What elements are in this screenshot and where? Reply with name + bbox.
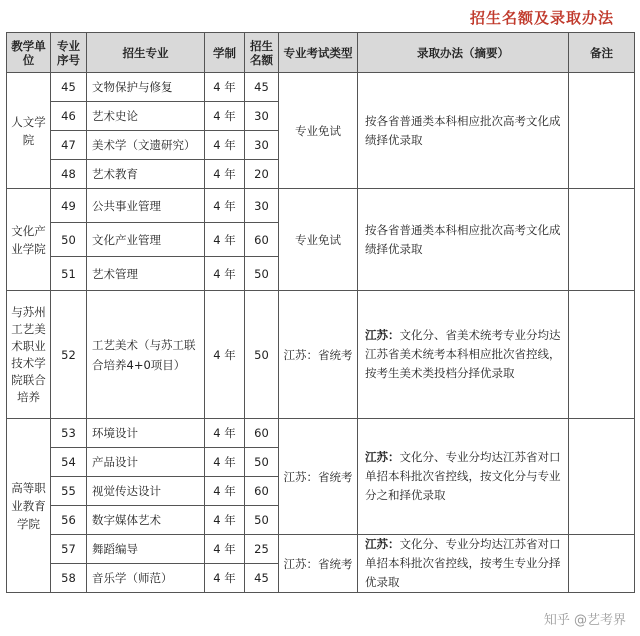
major-cell: 产品设计 xyxy=(87,448,205,477)
note-cell xyxy=(569,73,635,189)
table-row xyxy=(7,535,635,564)
table-row xyxy=(7,73,635,102)
years-cell: 4 年 xyxy=(205,257,245,291)
years-cell: 4 年 xyxy=(205,73,245,102)
major-cell: 数字媒体艺术 xyxy=(87,506,205,535)
table-row xyxy=(7,291,635,419)
years-cell: 4 年 xyxy=(205,131,245,160)
major-cell: 艺术管理 xyxy=(87,257,205,291)
code-cell: 51 xyxy=(51,257,87,291)
province-label: 江苏： xyxy=(365,450,400,464)
major-cell: 工艺美术（与苏工联合培养4+0项目） xyxy=(87,291,205,419)
exam-cell: 江苏：省统考 xyxy=(279,291,358,419)
code-cell: 45 xyxy=(51,73,87,102)
code-cell: 46 xyxy=(51,102,87,131)
years-cell: 4 年 xyxy=(205,291,245,419)
years-cell: 4 年 xyxy=(205,506,245,535)
major-cell: 艺术教育 xyxy=(87,160,205,189)
exam-cell: 江苏：省统考 xyxy=(279,535,358,593)
header-quota: 招生名额 xyxy=(245,33,279,73)
note-cell xyxy=(569,535,635,593)
major-cell: 视觉传达设计 xyxy=(87,477,205,506)
header-unit: 教学单位 xyxy=(7,33,51,73)
quota-cell: 50 xyxy=(245,448,279,477)
quota-cell: 25 xyxy=(245,535,279,564)
unit-cell: 与苏州工艺美术职业技术学院联合培养 xyxy=(7,291,51,419)
header-method: 录取办法（摘要） xyxy=(358,33,569,73)
header-major: 招生专业 xyxy=(87,33,205,73)
header-code: 专业序号 xyxy=(51,33,87,73)
code-cell: 55 xyxy=(51,477,87,506)
table-row xyxy=(7,189,635,223)
years-cell: 4 年 xyxy=(205,564,245,593)
quota-cell: 20 xyxy=(245,160,279,189)
method-cell xyxy=(358,291,569,419)
years-cell: 4 年 xyxy=(205,102,245,131)
quota-cell: 60 xyxy=(245,223,279,257)
exam-cell: 专业免试 xyxy=(279,189,358,291)
years-cell: 4 年 xyxy=(205,160,245,189)
method-cell: 按各省普通类本科相应批次高考文化成绩择优录取 xyxy=(358,189,569,291)
code-cell: 53 xyxy=(51,419,87,448)
method-text: 文化分、专业分均达江苏省对口单招本科批次省控线，按文化分与专业分之和择优录取 xyxy=(365,450,561,502)
admission-table xyxy=(6,32,635,593)
unit-cell: 高等职业教育学院 xyxy=(7,419,51,593)
major-cell: 艺术史论 xyxy=(87,102,205,131)
code-cell: 49 xyxy=(51,189,87,223)
major-cell: 环境设计 xyxy=(87,419,205,448)
code-cell: 54 xyxy=(51,448,87,477)
quota-cell: 60 xyxy=(245,419,279,448)
years-cell: 4 年 xyxy=(205,448,245,477)
code-cell: 47 xyxy=(51,131,87,160)
header-exam: 专业考试类型 xyxy=(279,33,358,73)
table-row xyxy=(7,419,635,448)
header-row xyxy=(7,33,635,73)
quota-cell: 50 xyxy=(245,291,279,419)
exam-cell: 专业免试 xyxy=(279,73,358,189)
method-text: 文化分、专业分均达江苏省对口单招本科批次省控线，按考生专业分择优录取 xyxy=(365,537,561,589)
major-cell: 舞蹈编导 xyxy=(87,535,205,564)
quota-cell: 50 xyxy=(245,506,279,535)
major-cell: 文物保护与修复 xyxy=(87,73,205,102)
unit-cell: 人文学院 xyxy=(7,73,51,189)
province-label: 江苏： xyxy=(365,328,400,342)
note-cell xyxy=(569,291,635,419)
quota-cell: 45 xyxy=(245,73,279,102)
quota-cell: 30 xyxy=(245,102,279,131)
quota-cell: 30 xyxy=(245,189,279,223)
unit-cell: 文化产业学院 xyxy=(7,189,51,291)
note-cell xyxy=(569,189,635,291)
code-cell: 57 xyxy=(51,535,87,564)
header-years: 学制 xyxy=(205,33,245,73)
quota-cell: 50 xyxy=(245,257,279,291)
quota-cell: 60 xyxy=(245,477,279,506)
major-cell: 音乐学（师范） xyxy=(87,564,205,593)
method-text: 文化分、省美术统考专业分均达江苏省美术统考本科相应批次省控线，按考生美术类投档分择优录取 xyxy=(365,328,561,380)
method-cell xyxy=(358,535,569,593)
page-title: 招生名额及录取办法 xyxy=(469,9,614,27)
method-cell xyxy=(358,419,569,535)
province-label: 江苏： xyxy=(365,537,400,551)
code-cell: 48 xyxy=(51,160,87,189)
watermark: 知乎 @艺考界 xyxy=(543,613,626,628)
quota-cell: 30 xyxy=(245,131,279,160)
code-cell: 58 xyxy=(51,564,87,593)
years-cell: 4 年 xyxy=(205,477,245,506)
major-cell: 美术学（文遗研究） xyxy=(87,131,205,160)
major-cell: 文化产业管理 xyxy=(87,223,205,257)
method-cell: 按各省普通类本科相应批次高考文化成绩择优录取 xyxy=(358,73,569,189)
code-cell: 50 xyxy=(51,223,87,257)
years-cell: 4 年 xyxy=(205,223,245,257)
header-note: 备注 xyxy=(569,33,635,73)
years-cell: 4 年 xyxy=(205,419,245,448)
major-cell: 公共事业管理 xyxy=(87,189,205,223)
note-cell xyxy=(569,419,635,535)
code-cell: 52 xyxy=(51,291,87,419)
code-cell: 56 xyxy=(51,506,87,535)
exam-cell: 江苏：省统考 xyxy=(279,419,358,535)
years-cell: 4 年 xyxy=(205,189,245,223)
years-cell: 4 年 xyxy=(205,535,245,564)
quota-cell: 45 xyxy=(245,564,279,593)
